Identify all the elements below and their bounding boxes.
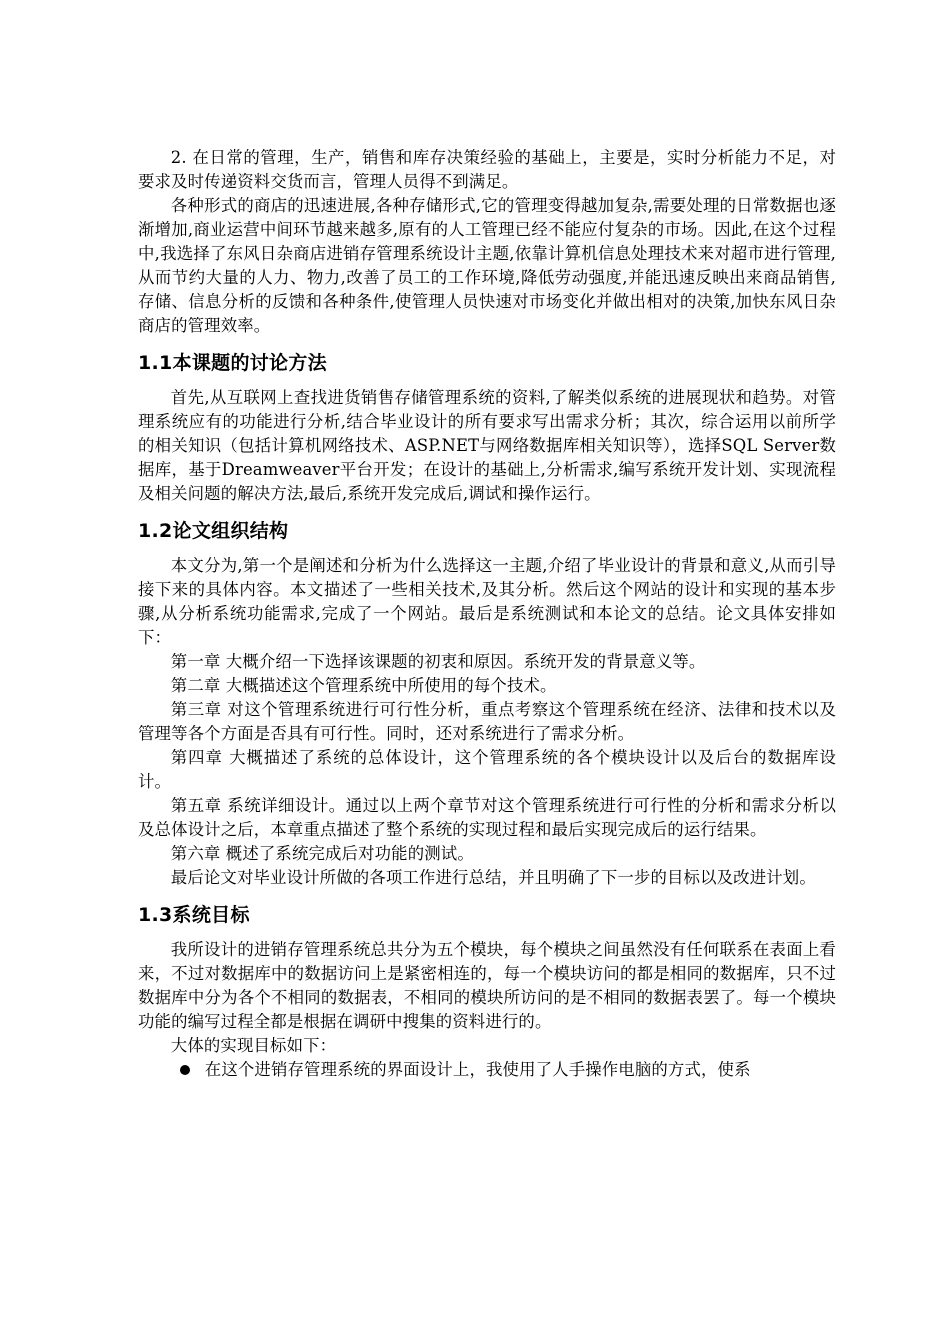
intro-paragraph-2: 各种形式的商店的迅速进展,各种存储形式,它的管理变得越加复杂,需要处理的日常数据也逐渐增加,商业运营中间环节越来越多,原有的人工管理已经不能应付复杂的市场。因此,在这个过程中,我选择了东风日杂商店进销存管理系统设计主题,依靠计算机信息处理技术来对超市进行管理,从而节约大量的人力、物力,改善了员工的工作环境,降低劳动强度,并能迅速反映出来商品销售,存储、信息分析的反馈和各种条件,使管理人员快速对市场变化并做出相对的决策,加快东风日杂商店的管理效率。: [138, 196, 836, 335]
section-heading-1-1: 1.1本课题的讨论方法: [138, 352, 327, 374]
chapter-5-summary: 第五章 系统详细设计。通过以上两个章节对这个管理系统进行可行性的分析和需求分析以及总体设计之后，本章重点描述了整个系统的实现过程和最后实现完成后的运行结果。: [138, 796, 836, 839]
chapter-1-summary: 第一章 大概介绍一下选择该课题的初衷和原因。系统开发的背景意义等。: [170, 652, 706, 671]
bullet-dot-icon: [180, 1065, 190, 1075]
section-heading-1-2: 1.2论文组织结构: [138, 520, 289, 542]
chapter-4-summary: 第四章 大概描述了系统的总体设计，这个管理系统的各个模块设计以及后台的数据库设计。: [138, 748, 836, 791]
document-page: [138, 146, 836, 1082]
closing-paragraph: 最后论文对毕业设计所做的各项工作进行总结，并且明确了下一步的目标以及改进计划。: [170, 868, 816, 887]
chapter-6-summary: 第六章 概述了系统完成后对功能的测试。: [170, 844, 474, 863]
chapter-2-summary: 第二章 大概描述这个管理系统中所使用的每个技术。: [170, 676, 557, 695]
goal-list-item-text: 在这个进销存管理系统的界面设计上，我使用了人手操作电脑的方式，使系: [204, 1060, 751, 1079]
chapter-3-summary: 第三章 对这个管理系统进行可行性分析，重点考察这个管理系统在经济、法律和技术以及管理等各个方面是否具有可行性。同时，还对系统进行了需求分析。: [138, 700, 836, 743]
intro-paragraph-1: 2. 在日常的管理，生产，销售和库存决策经验的基础上，主要是，实时分析能力不足，对要求及时传递资料交货而言，管理人员得不到满足。: [138, 148, 836, 191]
section-1-2-paragraph: 本文分为,第一个是阐述和分析为什么选择这一主题,介绍了毕业设计的背景和意义,从而引导接下来的具体内容。本文描述了一些相关技术,及其分析。然后这个网站的设计和实现的基本步骤,从分析系统功能需求,完成了一个网站。最后是系统测试和本论文的总结。论文具体安排如下：: [138, 556, 836, 647]
section-1-1-paragraph: 首先,从互联网上查找进货销售存储管理系统的资料,了解类似系统的进展现状和趋势。对管理系统应有的功能进行分析,结合毕业设计的所有要求写出需求分析；其次，综合运用以前所学的相关知识（包括计算机网络技术、ASP.NET与网络数据库相关知识等），选择SQL Server数据库，基于Dreamweaver平台开发；在设计的基础上,分析需求,编写系统开发计划、实现流程及相关问题的解决方法,最后,系统开发完成后,调试和操作运行。: [138, 388, 836, 503]
section-1-3-goals-intro: 大体的实现目标如下：: [170, 1036, 337, 1055]
section-1-3-paragraph: 我所设计的进销存管理系统总共分为五个模块，每个模块之间虽然没有任何联系在表面上看来，不过对数据库中的数据访问上是紧密相连的，每一个模块访问的都是相同的数据库，只不过数据库中分为各个不相同的数据表，不相同的模块所访问的是不相同的数据表罢了。每一个模块功能的编写过程全都是根据在调研中搜集的资料进行的。: [138, 940, 836, 1031]
section-heading-1-3: 1.3系统目标: [138, 904, 250, 926]
goal-list-item: [138, 1058, 836, 1082]
